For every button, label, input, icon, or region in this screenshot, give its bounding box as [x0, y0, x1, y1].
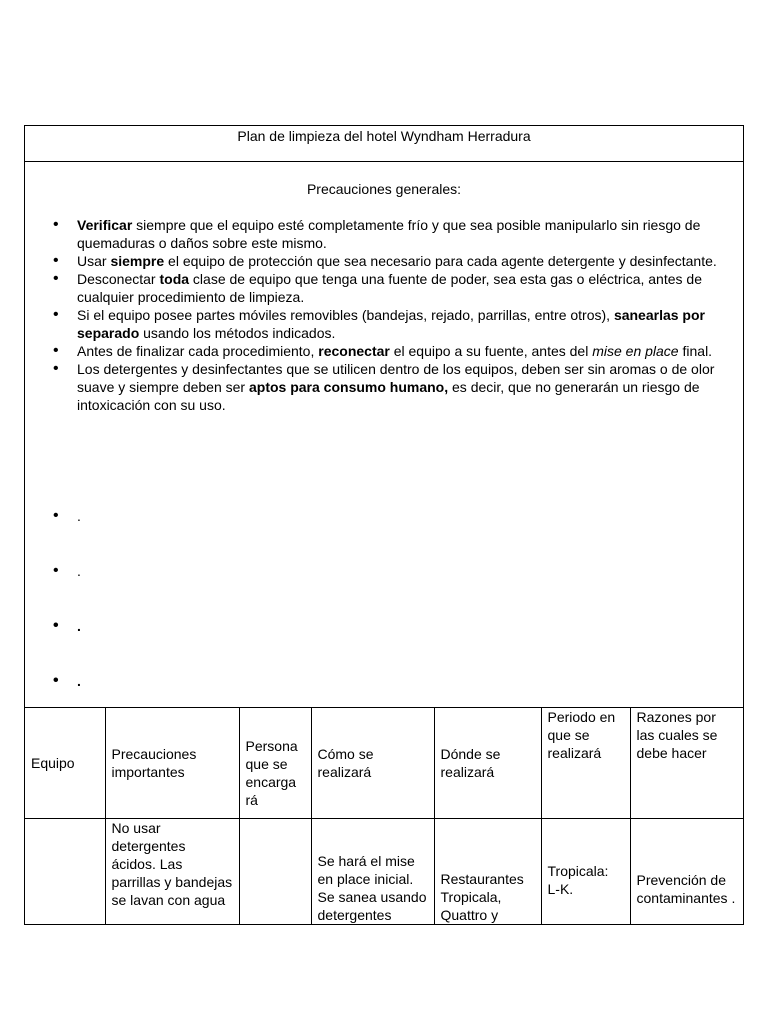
precaution-text: Los detergentes y desinfectantes que se utilicen dentro de los equipos, deben ser sin aromas o de olor suave y siempre deben ser: [77, 361, 715, 395]
table-header-row: [25, 708, 743, 818]
general-precautions-section: [25, 162, 743, 708]
precaution-text: clase de equipo que tenga una fuente de poder, sea esta gas o eléctrica, antes de cualquier procedimiento de limpieza.: [77, 271, 702, 305]
precaution-bold: reconectar: [318, 343, 390, 359]
precaution-bold: toda: [159, 271, 190, 287]
precaution-text: es decir, que no generarán un riesgo de intoxicación con su uso.: [77, 379, 700, 413]
precaution-item: [25, 306, 743, 342]
table-row: [25, 818, 743, 924]
header-equipo: [25, 708, 105, 818]
precaution-italic: mise en place: [592, 343, 679, 359]
precaution-bold: siempre: [110, 253, 165, 269]
cleaning-plan-table: [25, 708, 743, 924]
cell-como: [311, 818, 434, 924]
precaution-text: final.: [678, 343, 713, 359]
precaution-item: [25, 216, 743, 252]
header-donde: [434, 708, 541, 818]
header-precauciones: [105, 708, 239, 818]
header-text: Dónde se realizará: [440, 745, 501, 780]
cell-text: Prevención de contaminantes .: [636, 872, 736, 907]
precautions-list: [25, 216, 743, 414]
document-title: [25, 126, 743, 162]
cell-text: No usar detergentes ácidos. Las parrillas y bandejas se lavan con agua: [111, 819, 233, 908]
precautions-heading: Precauciones generales:: [306, 181, 462, 197]
cell-razones: [630, 818, 743, 924]
empty-bullet: • .: [77, 672, 81, 690]
precaution-text: el equipo a su fuente, antes del: [389, 343, 593, 359]
header-razones: [630, 708, 743, 818]
empty-bullet: • .: [77, 562, 81, 580]
precaution-bold: sanearlas por separado: [77, 307, 705, 341]
header-text: Periodo en que se realizará: [547, 709, 616, 761]
precaution-item: [25, 342, 743, 360]
empty-bullet: • .: [77, 507, 81, 525]
header-text: Precauciones importantes: [111, 745, 197, 780]
cell-donde: [434, 818, 541, 924]
precaution-text: Usar: [77, 253, 111, 269]
cleaning-plan-frame: [24, 125, 744, 925]
header-text: Persona que se encarga rá: [245, 737, 298, 808]
empty-bullet: • .: [77, 617, 81, 635]
precaution-bold: aptos para consumo humano,: [248, 379, 449, 395]
precaution-bold: Verificar: [77, 217, 133, 233]
cell-equipo: [25, 818, 105, 924]
precaution-item: [25, 270, 743, 306]
precaution-text: siempre que el equipo esté completamente frío y que sea posible manipularlo sin riesgo de quemaduras o daños sobre este mismo.: [77, 217, 701, 251]
precaution-text: usando los métodos indicados.: [139, 325, 336, 341]
cell-text: Tropicala: L-K.: [547, 863, 609, 898]
cell-periodo: [541, 818, 630, 924]
precaution-item: [25, 252, 743, 270]
header-text: Equipo: [31, 754, 75, 771]
cell-text: Restaurantes Tropicala, Quattro y: [440, 871, 524, 923]
precaution-text: el equipo de protección que sea necesario para cada agente detergente y desinfectante.: [164, 253, 717, 269]
precaution-item: [25, 360, 743, 414]
header-text: Cómo se realizará: [317, 745, 374, 780]
precaution-text: Desconectar: [77, 271, 160, 287]
header-periodo: [541, 708, 630, 818]
precaution-text: Si el equipo posee partes móviles removibles (bandejas, rejado, parrillas, entre otros),: [77, 307, 614, 323]
header-como: [311, 708, 434, 818]
header-persona: [239, 708, 311, 818]
document-title-text: Plan de limpieza del hotel Wyndham Herradura: [237, 128, 531, 144]
cell-persona: [239, 818, 311, 924]
precaution-text: Antes de finalizar cada procedimiento,: [77, 343, 319, 359]
cell-text: Se hará el mise en place inicial. Se sanea usando detergentes: [317, 853, 427, 923]
cell-precauciones: [105, 818, 239, 924]
header-text: Razones por las cuales se debe hacer: [636, 709, 718, 761]
